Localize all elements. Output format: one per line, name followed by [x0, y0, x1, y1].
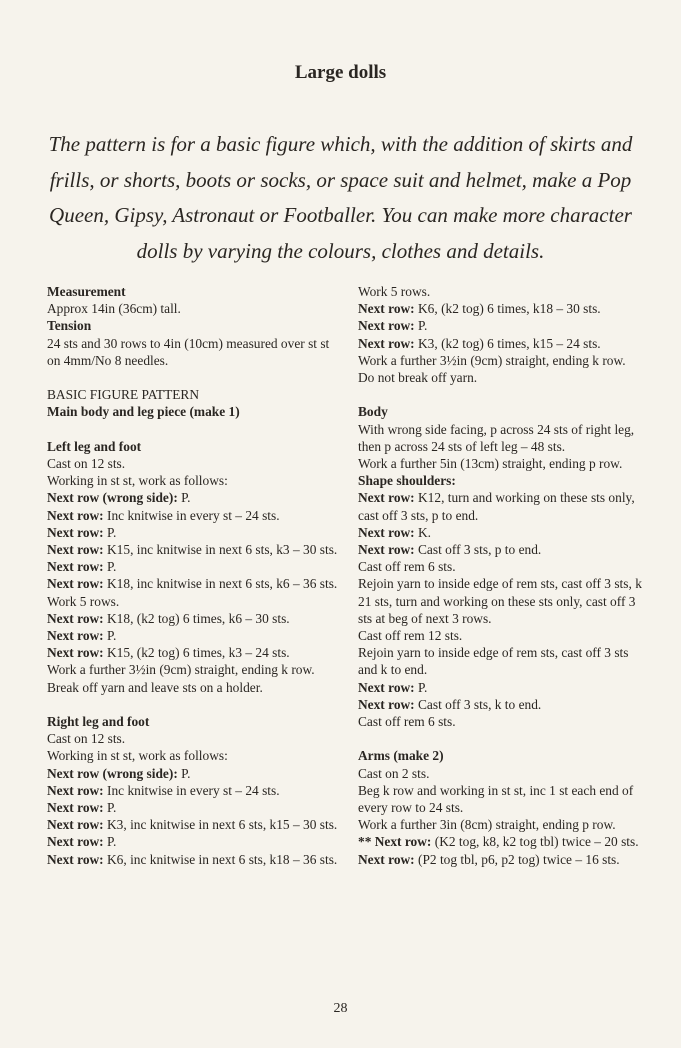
row-text: K3, (k2 tog) 6 times, k15 – 24 sts. — [414, 335, 601, 351]
row-text: P. — [177, 765, 191, 781]
instruction-row — [358, 335, 648, 352]
row-text: P. — [414, 318, 428, 334]
instruction-row — [47, 765, 342, 782]
row-text: P. — [103, 800, 117, 816]
row-text: P. — [103, 524, 117, 540]
instruction-text: Work 5 rows. — [47, 593, 120, 609]
right-column — [358, 283, 648, 868]
instruction-text: Approx 14in (36cm) tall. — [47, 301, 181, 317]
row-label: Next row (wrong side): — [47, 765, 178, 781]
instruction-text: Break off yarn and leave sts on a holder. — [47, 679, 263, 695]
instruction-text: Work 5 rows. — [358, 284, 431, 299]
row-text: P. — [414, 679, 428, 695]
instruction-row — [47, 507, 342, 524]
row-label: Next row: — [47, 645, 104, 661]
row-text: K15, inc knitwise in next 6 sts, k3 – 30 sts. — [103, 542, 338, 558]
row-label: Next row: — [47, 782, 104, 798]
row-label: Next row: — [47, 817, 104, 833]
instruction-text: Cast off rem 6 sts. — [358, 559, 456, 575]
instruction-row — [47, 851, 342, 868]
row-label: Next row: — [47, 800, 104, 816]
row-label: Next row: — [47, 834, 104, 850]
instruction-text: Work a further 3in (8cm) straight, ending p row. — [358, 817, 616, 833]
instruction-row — [358, 679, 648, 696]
instruction-text: Cast off rem 6 sts. — [358, 714, 456, 730]
row-label: Next row: — [47, 610, 104, 626]
instruction-row — [358, 489, 648, 523]
row-text: Cast off 3 sts, p to end. — [414, 542, 542, 558]
row-label: Next row: — [358, 335, 415, 351]
row-text: K6, inc knitwise in next 6 sts, k18 – 36 sts. — [103, 851, 338, 867]
instruction-row — [358, 317, 648, 334]
spacer — [358, 386, 648, 403]
row-label: Next row: — [358, 542, 415, 558]
row-label: Next row: — [47, 507, 104, 523]
instruction-text: 24 sts and 30 rows to 4in (10cm) measured over st st on 4mm/No 8 needles. — [47, 335, 330, 368]
row-label: Next row: — [47, 559, 104, 575]
instruction-text: Do not break off yarn. — [358, 370, 478, 386]
row-label: Next row: — [47, 851, 104, 867]
row-text: P. — [177, 490, 191, 506]
instruction-text: Working in st st, work as follows: — [47, 473, 228, 489]
row-text: (K2 tog, k8, k2 tog tbl) twice – 20 sts. — [431, 834, 639, 850]
row-text: (P2 tog tbl, p6, p2 tog) twice – 16 sts. — [414, 851, 620, 867]
row-label: Next row: — [358, 851, 415, 867]
page-number: 28 — [333, 1001, 348, 1016]
instruction-text: BASIC FIGURE PATTERN — [47, 387, 200, 403]
row-text: K18, (k2 tog) 6 times, k6 – 30 sts. — [103, 610, 290, 626]
row-text: Inc knitwise in every st – 24 sts. — [103, 782, 280, 798]
instruction-row — [47, 541, 342, 558]
row-label: Next row: — [47, 524, 104, 540]
instruction-text: Beg k row and working in st st, inc 1 st each end of every row to 24 sts. — [358, 782, 634, 816]
row-text: P. — [103, 834, 117, 850]
instruction-row — [47, 833, 342, 850]
row-label: ** Next row: — [358, 834, 432, 850]
instruction-row — [47, 782, 342, 799]
instruction-row — [47, 489, 342, 506]
spacer — [47, 421, 342, 438]
instruction-row — [47, 816, 342, 833]
row-text: P. — [103, 628, 117, 644]
row-label: Next row: — [47, 542, 104, 558]
spacer — [358, 730, 648, 747]
instruction-row — [47, 610, 342, 627]
row-text: K12, turn and working on these sts only, cast off 3 sts, p to end. — [358, 490, 635, 523]
instruction-row — [47, 558, 342, 575]
section-heading: Arms (make 2) — [358, 748, 444, 764]
instruction-row — [47, 524, 342, 541]
row-label: Next row (wrong side): — [47, 490, 178, 506]
section-heading: Main body and leg piece (make 1) — [47, 404, 240, 420]
row-text: Inc knitwise in every st – 24 sts. — [103, 507, 280, 523]
instruction-row — [358, 696, 648, 713]
instruction-row — [358, 524, 648, 541]
instruction-row — [47, 575, 342, 592]
instruction-text: With wrong side facing, p across 24 sts of right leg, then p across 24 sts of left leg – 48 sts. — [358, 421, 635, 454]
intro-paragraph: The pattern is for a basic figure which, with the addition of skirts and frills, or shorts, boots or socks, or space suit and helmet, make a Pop Queen, Gipsy, Astronaut or Footballer. You can make more character dolls by varying the colours, clothes and details. — [48, 132, 633, 263]
row-text: K. — [414, 524, 432, 540]
row-label: Next row: — [47, 628, 104, 644]
row-label: Next row: — [358, 301, 415, 317]
instruction-row — [358, 833, 648, 850]
instruction-row — [358, 541, 648, 558]
row-label: Next row: — [47, 576, 104, 592]
instruction-text: Cast on 2 sts. — [358, 765, 430, 781]
section-heading: Left leg and foot — [47, 438, 142, 454]
section-heading: Shape shoulders: — [358, 473, 456, 489]
page-title: Large dolls — [294, 62, 387, 83]
row-label: Next row: — [358, 318, 415, 334]
section-heading: Measurement — [47, 284, 126, 299]
row-text: Cast off 3 sts, k to end. — [414, 696, 542, 712]
row-text: P. — [103, 559, 117, 575]
spacer — [47, 369, 342, 386]
instruction-text: Work a further 3½in (9cm) straight, ending k row. — [358, 352, 626, 368]
row-text: K18, inc knitwise in next 6 sts, k6 – 36 sts. — [103, 576, 338, 592]
instruction-row — [47, 627, 342, 644]
instruction-text: Rejoin yarn to inside edge of rem sts, cast off 3 sts, k 21 sts, turn and working on these sts only, cast off 3 sts at beg of next 3 rows. — [358, 576, 642, 626]
instruction-text: Work a further 5in (13cm) straight, ending p row. — [358, 456, 623, 472]
row-label: Next row: — [358, 490, 415, 506]
instruction-text: Rejoin yarn to inside edge of rem sts, cast off 3 sts and k to end. — [358, 645, 629, 678]
row-label: Next row: — [358, 524, 415, 540]
row-label: Next row: — [358, 679, 415, 695]
row-text: K15, (k2 tog) 6 times, k3 – 24 sts. — [103, 645, 290, 661]
instruction-row — [358, 300, 648, 317]
instruction-row — [47, 799, 342, 816]
row-label: Next row: — [358, 696, 415, 712]
section-heading: Body — [358, 404, 388, 420]
section-heading: Right leg and foot — [47, 714, 150, 730]
instruction-text: Work a further 3½in (9cm) straight, ending k row. — [47, 662, 315, 678]
spacer — [47, 696, 342, 713]
row-text: K3, inc knitwise in next 6 sts, k15 – 30 sts. — [103, 817, 338, 833]
left-column — [47, 283, 342, 868]
instruction-row — [358, 851, 648, 868]
section-heading: Tension — [47, 318, 92, 334]
instruction-text: Working in st st, work as follows: — [47, 748, 228, 764]
instruction-row — [47, 644, 342, 661]
instruction-text: Cast on 12 sts. — [47, 456, 126, 471]
row-text: K6, (k2 tog) 6 times, k18 – 30 sts. — [414, 301, 601, 317]
instruction-text: Cast on 12 sts. — [47, 731, 126, 747]
instruction-text: Cast off rem 12 sts. — [358, 628, 463, 644]
